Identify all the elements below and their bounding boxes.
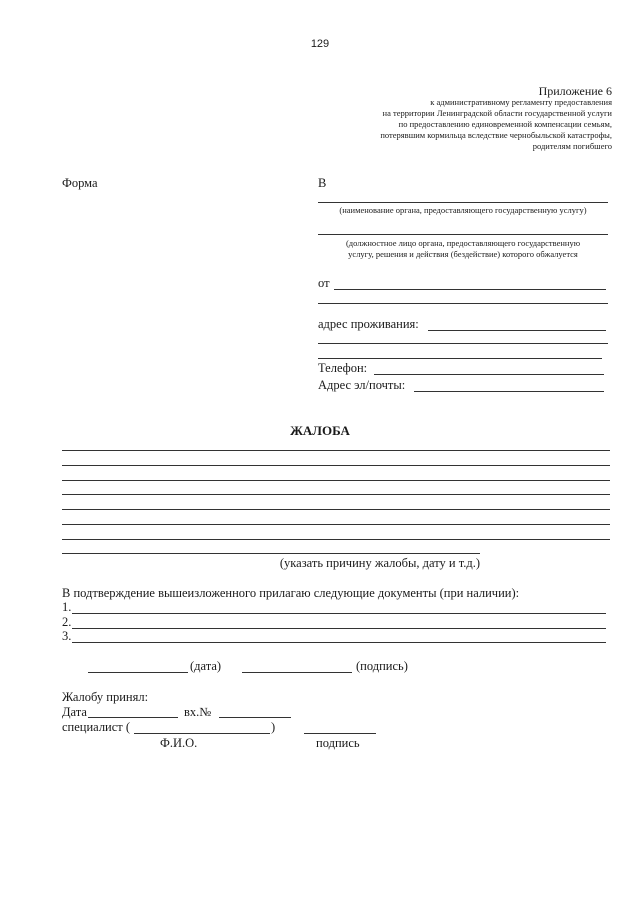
appendix-description bbox=[380, 97, 612, 152]
signature-label: (подпись) bbox=[356, 659, 408, 673]
appendix-line: потерявшим кормильца вследствие чернобыльской катастрофы, bbox=[380, 130, 612, 140]
confirm-text: В подтверждение вышеизложенного прилагаю следующие документы (при наличии): bbox=[62, 586, 520, 600]
accept-date-line[interactable] bbox=[88, 717, 178, 718]
sign-label: подпись bbox=[316, 736, 360, 750]
specialist-close: ) bbox=[271, 720, 276, 734]
specialist-line[interactable] bbox=[134, 733, 270, 734]
to-label: В bbox=[318, 176, 327, 190]
phone-label: Телефон: bbox=[318, 361, 368, 375]
complaint-line[interactable] bbox=[62, 524, 610, 525]
doc-item-2-label: 2. bbox=[62, 615, 72, 629]
organ-line[interactable] bbox=[318, 202, 608, 203]
from-line-2[interactable] bbox=[318, 303, 608, 304]
doc-item-1-label: 1. bbox=[62, 600, 72, 614]
complaint-line[interactable] bbox=[62, 553, 480, 554]
complaint-line[interactable] bbox=[62, 480, 610, 481]
appendix-line: по предоставлению единовременной компенсации семьям, bbox=[398, 119, 612, 129]
official-caption-line: (должностное лицо органа, предоставляющего государственную bbox=[345, 238, 581, 248]
official-caption bbox=[318, 238, 608, 260]
complaint-caption: (указать причину жалобы, дату и т.д.) bbox=[279, 556, 480, 570]
doc-item-2-line[interactable] bbox=[72, 628, 606, 629]
in-no-line[interactable] bbox=[219, 717, 291, 718]
complaint-heading: ЖАЛОБА bbox=[290, 423, 350, 438]
email-line[interactable] bbox=[414, 391, 604, 392]
from-line[interactable] bbox=[334, 289, 606, 290]
appendix-line: родителям погибшего bbox=[532, 141, 612, 151]
address-line-3[interactable] bbox=[318, 358, 602, 359]
doc-item-3-label: 3. bbox=[62, 629, 72, 643]
address-line-2[interactable] bbox=[318, 343, 608, 344]
email-label: Адрес эл/почты: bbox=[318, 378, 406, 392]
specialist-label: специалист ( bbox=[62, 720, 131, 734]
accept-date-label: Дата bbox=[62, 705, 87, 719]
from-label: от bbox=[318, 276, 330, 290]
phone-line[interactable] bbox=[374, 374, 604, 375]
doc-item-3-line[interactable] bbox=[72, 642, 606, 643]
date-label: (дата) bbox=[190, 659, 222, 673]
official-line[interactable] bbox=[318, 234, 608, 235]
complaint-line[interactable] bbox=[62, 539, 610, 540]
complaint-line[interactable] bbox=[62, 450, 610, 451]
complaint-line[interactable] bbox=[62, 494, 610, 495]
address-label: адрес проживания: bbox=[318, 317, 419, 331]
accepted-label: Жалобу принял: bbox=[62, 690, 149, 704]
page-number: 129 bbox=[310, 38, 330, 50]
official-caption-line: услугу, решения и действия (бездействие) которого обжалуется bbox=[348, 249, 578, 259]
appendix-line: на территории Ленинградской области государственной услуги bbox=[382, 108, 612, 118]
specialist-sign-line[interactable] bbox=[304, 733, 376, 734]
organ-caption: (наименование органа, предоставляющего государственную услугу) bbox=[339, 205, 587, 215]
date-line[interactable] bbox=[88, 672, 188, 673]
fio-label: Ф.И.О. bbox=[160, 736, 198, 750]
appendix-title: Приложение 6 bbox=[538, 84, 612, 98]
appendix-line: к административному регламенту предоставления bbox=[430, 97, 612, 107]
form-label: Форма bbox=[62, 176, 98, 190]
complaint-line[interactable] bbox=[62, 465, 610, 466]
signature-line[interactable] bbox=[242, 672, 352, 673]
complaint-line[interactable] bbox=[62, 509, 610, 510]
doc-item-1-line[interactable] bbox=[72, 613, 606, 614]
in-no-label: вх.№ bbox=[184, 705, 212, 719]
address-line[interactable] bbox=[428, 330, 606, 331]
